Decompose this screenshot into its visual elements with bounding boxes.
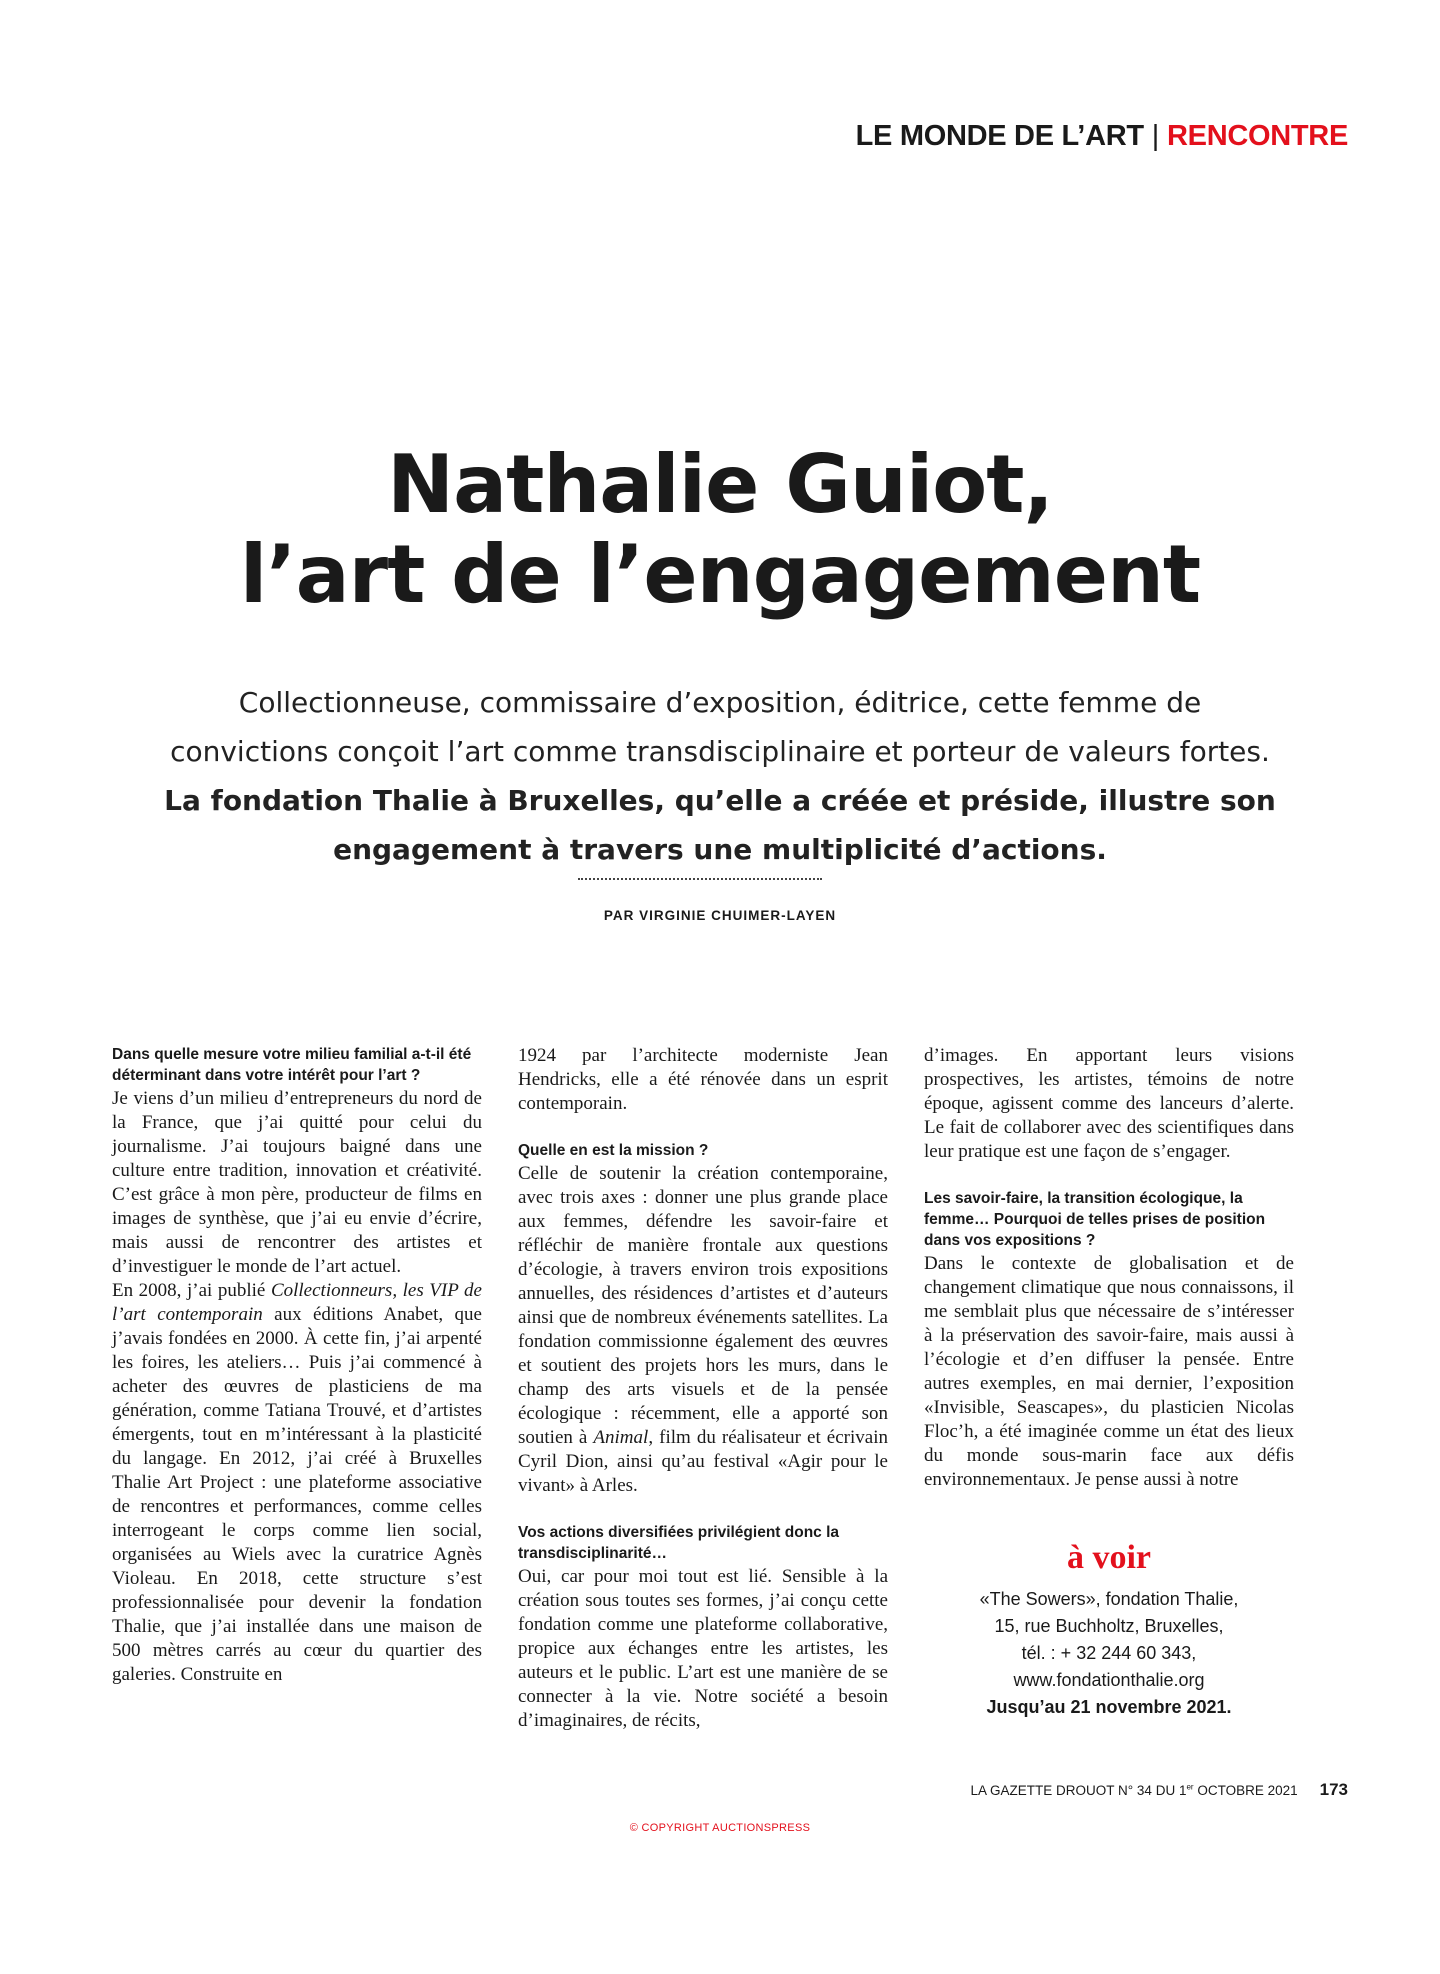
a-voir-phone: tél. : + 32 244 60 343, xyxy=(1021,1643,1197,1663)
answer-3-continued: d’images. En apportant leurs visions prospectives, les artistes, témoins de notre époque, agissent comme des lanceurs d’alerte. Le fait de collaborer avec des scientifiques dans leur pratique est une façon de s’engager. xyxy=(924,1045,1294,1162)
a-voir-box xyxy=(924,1536,1294,1721)
section-rubric xyxy=(856,120,1348,153)
question-4: Les savoir-faire, la transition écologique, la femme… Pourquoi de telles prises de position dans vos expositions ? xyxy=(924,1190,1266,1249)
article-title xyxy=(0,440,1440,620)
publication-info xyxy=(971,1783,1298,1798)
rubric-category: RENCONTRE xyxy=(1167,120,1348,152)
publication-date: OCTOBRE 2021 xyxy=(1193,1783,1298,1798)
answer-3: Oui, car pour moi tout est lié. Sensible à la création sous toutes ses formes, j’ai conçu cette fondation comme une plateforme collaborative, propice aux échanges entre les artistes, les auteurs et le public. L’art est une manière de se connecter à la vie. Notre société a besoin d’imaginaires, de récits, xyxy=(518,1566,888,1731)
article-column-2 xyxy=(518,1044,888,1733)
rubric-section: LE MONDE DE L’ART xyxy=(855,120,1144,152)
ordinal-suffix: er xyxy=(1186,1782,1194,1792)
question-1: Dans quelle mesure votre milieu familial a-t-il été déterminant dans votre intérêt pour l’art ? xyxy=(112,1046,472,1084)
answer-1-text-cont: aux éditions Anabet, que j’avais fondées en 2000. À cette fin, j’ai arpenté les foires, les ateliers… Puis j’ai commencé à acheter des œuvres de plasticiens de ma génération, comme Tatiana Trouvé, et d’artistes émergents, tout en m’intéressant à la plasticité du langage. En 2012, j’ai créé à Bruxelles Thalie Art Project : une plateforme associative de rencontres et performances, comme celles interrogeant le corps comme lien social, organisées au Wiels avec la curatrice Agnès Violeau. En 2018, cette structure s’est professionnalisée pour devenir la fondation Thalie, que j’ai installée dans une maison de 500 mètres carrés au cœur du quartier des galeries. Construite en xyxy=(112,1304,482,1685)
question-3: Vos actions diversifiées privilégient donc la transdisciplinarité… xyxy=(518,1524,840,1562)
page-number: 173 xyxy=(1319,1780,1348,1799)
standfirst-line-4: engagement à travers une multiplicité d’actions. xyxy=(333,833,1107,866)
answer-1-continued: 1924 par l’architecte moderniste Jean Hendricks, elle a été rénovée dans un esprit contemporain. xyxy=(518,1045,888,1114)
page-folio xyxy=(971,1780,1349,1800)
answer-2-text-cont: , film du réalisateur et écrivain Cyril Dion, ainsi qu’au festival «Agir pour le vivant» à Arles. xyxy=(518,1427,888,1496)
article-column-1 xyxy=(112,1044,482,1687)
book-title: Collectionneurs, les VIP de l’art contemporain xyxy=(112,1280,482,1325)
title-line-2: l’art de l’engagement xyxy=(239,528,1201,621)
article-column-3 xyxy=(924,1044,1294,1492)
rubric-separator: | xyxy=(1151,120,1160,152)
answer-2 xyxy=(518,1162,888,1498)
a-voir-dates: Jusqu’au 21 novembre 2021. xyxy=(986,1697,1232,1717)
a-voir-exhibition: «The Sowers», fondation Thalie, xyxy=(979,1589,1239,1609)
dotted-divider xyxy=(578,878,822,880)
answer-4: Dans le contexte de globalisation et de changement climatique que nous connaissons, il me semblait plus que nécessaire de s’intéresser à la préservation des savoir-faire, mais aussi à l’écologie et d’en diffuser la pensée. Entre autres exemples, en mai dernier, l’exposition «Invisible, Seascapes», du plasticien Nicolas Floc’h, a été imaginée comme un état des lieux du monde sous-marin face aux défis environnementaux. Je pense aussi à notre xyxy=(924,1253,1294,1490)
copyright-notice: © COPYRIGHT AUCTIONSPRESS xyxy=(629,1822,811,1834)
a-voir-title: à voir xyxy=(1066,1539,1152,1576)
question-2: Quelle en est la mission ? xyxy=(518,1142,709,1159)
title-line-1: Nathalie Guiot, xyxy=(387,438,1053,531)
publication-name: LA GAZETTE DROUOT N° 34 DU 1 xyxy=(970,1783,1187,1798)
a-voir-website: www.fondationthalie.org xyxy=(1013,1670,1205,1690)
answer-1-text: En 2008, j’ai publié xyxy=(112,1280,271,1301)
article-standfirst xyxy=(100,678,1340,874)
a-voir-address: 15, rue Buchholtz, Bruxelles, xyxy=(994,1616,1224,1636)
answer-1-paragraph-1: Je viens d’un milieu d’entrepreneurs du nord de la France, que j’ai quitté pour celui du journalisme. J’ai toujours baigné dans une culture entre tradition, innovation et créativité. C’est grâce à mon père, producteur de films en images de synthèse, que j’ai eu envie d’écrire, mais aussi de rencontrer des artistes et d’investiguer le monde de l’art actuel. xyxy=(112,1088,482,1277)
byline: PAR VIRGINIE CHUIMER-LAYEN xyxy=(603,908,837,923)
standfirst-line-1: Collectionneuse, commissaire d’exposition, éditrice, cette femme de xyxy=(238,686,1202,719)
film-title: Animal xyxy=(593,1427,649,1448)
standfirst-line-3: La fondation Thalie à Bruxelles, qu’elle a créée et préside, illustre son xyxy=(164,784,1276,817)
standfirst-line-2: convictions conçoit l’art comme transdisciplinaire et porteur de valeurs fortes. xyxy=(170,735,1270,768)
answer-1-paragraph-2 xyxy=(112,1279,482,1687)
answer-2-text: Celle de soutenir la création contemporaine, avec trois axes : donner une plus grande place aux femmes, défendre les savoir-faire et réfléchir de manière frontale aux questions d’écologie, à travers environ trois expositions annuelles, des résidences d’artistes et d’auteurs ainsi que de nombreux événements satellites. La fondation commissionne également des œuvres et soutient des projets hors les murs, dans le champ des arts visuels et de la pensée écologique : récemment, elle a apporté son soutien à xyxy=(518,1163,888,1448)
